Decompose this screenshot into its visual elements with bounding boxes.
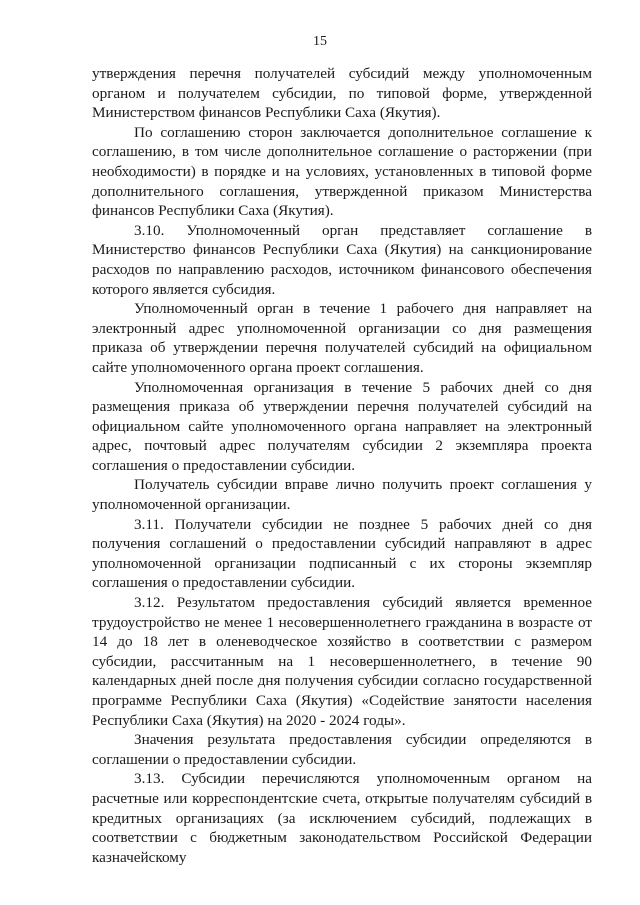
paragraph-1: утверждения перечня получателей субсидий между уполномоченным органом и получателем субсидии, по типовой форме, утвержденной Министерством финансов Республики Саха (Якутия). bbox=[92, 65, 592, 122]
paragraph-6: Получатель субсидии вправе лично получить проект соглашения у уполномоченной организации. bbox=[92, 476, 592, 514]
paragraph-9: Значения результата предоставления субсидии определяются в соглашении о предоставлении субсидии. bbox=[92, 731, 592, 768]
paragraph-3-13: 3.13. Субсидии перечисляются уполномоченным органом на расчетные или корреспондентские счета, открытые получателям субсидий в кредитных организациях (за исключением субсидий, подлежащих в соответствии с бюджетным законодательством Российской Федерации казначейскому bbox=[92, 770, 592, 866]
paragraph-2: По соглашению сторон заключается дополнительное соглашение к соглашению, в том числе дополнительное соглашение о расторжении (при необходимости) в порядке и на условиях, установленных в типовой форме дополнительного соглашения, утвержденной приказом Министерства финансов Республики Саха (Якутия). bbox=[92, 123, 592, 220]
paragraph-5: Уполномоченная организация в течение 5 рабочих дней со дня размещения приказа об утверждении перечня получателей субсидий на официальном сайте уполномоченного органа направляет на электронный адрес, почтовый адрес получателям субсидии 2 экземпляра проекта соглашения о предоставлении субсидии. bbox=[92, 378, 592, 474]
paragraph-3-10: 3.10. Уполномоченный орган представляет соглашение в Министерство финансов Республики Саха (Якутия) на санкционирование расходов по направлению расходов, источником финансового обеспечения которого является субсидия. bbox=[92, 221, 592, 298]
page-number: 15 bbox=[313, 34, 327, 49]
paragraph-4: Уполномоченный орган в течение 1 рабочего дня направляет на электронный адрес уполномоченной организации со дня размещения приказа об утверждении перечня получателей субсидий на официальном сайте уполномоченного органа проект соглашения. bbox=[92, 300, 592, 376]
document-body bbox=[92, 64, 592, 867]
paragraph-3-12: 3.12. Результатом предоставления субсидий является временное трудоустройство не менее 1 несовершеннолетнего гражданина в возрасте от 14 до 18 лет в оленеводческое хозяйство в соответствии с размером субсидии, рассчитанным на 1 несовершеннолетнего, в течение 90 календарных дней после дня получения субсидии согласно государственной программе Республики Саха (Якутия) «Содействие занятости населения Республики Саха (Якутия) на 2020 - 2024 годы». bbox=[92, 594, 592, 729]
paragraph-3-11: 3.11. Получатели субсидии не позднее 5 рабочих дней со дня получения соглашений о предоставлении субсидий направляют в адрес уполномоченной организации подписанный с их стороны экземпляр соглашения о предоставлении субсидии. bbox=[92, 515, 592, 592]
